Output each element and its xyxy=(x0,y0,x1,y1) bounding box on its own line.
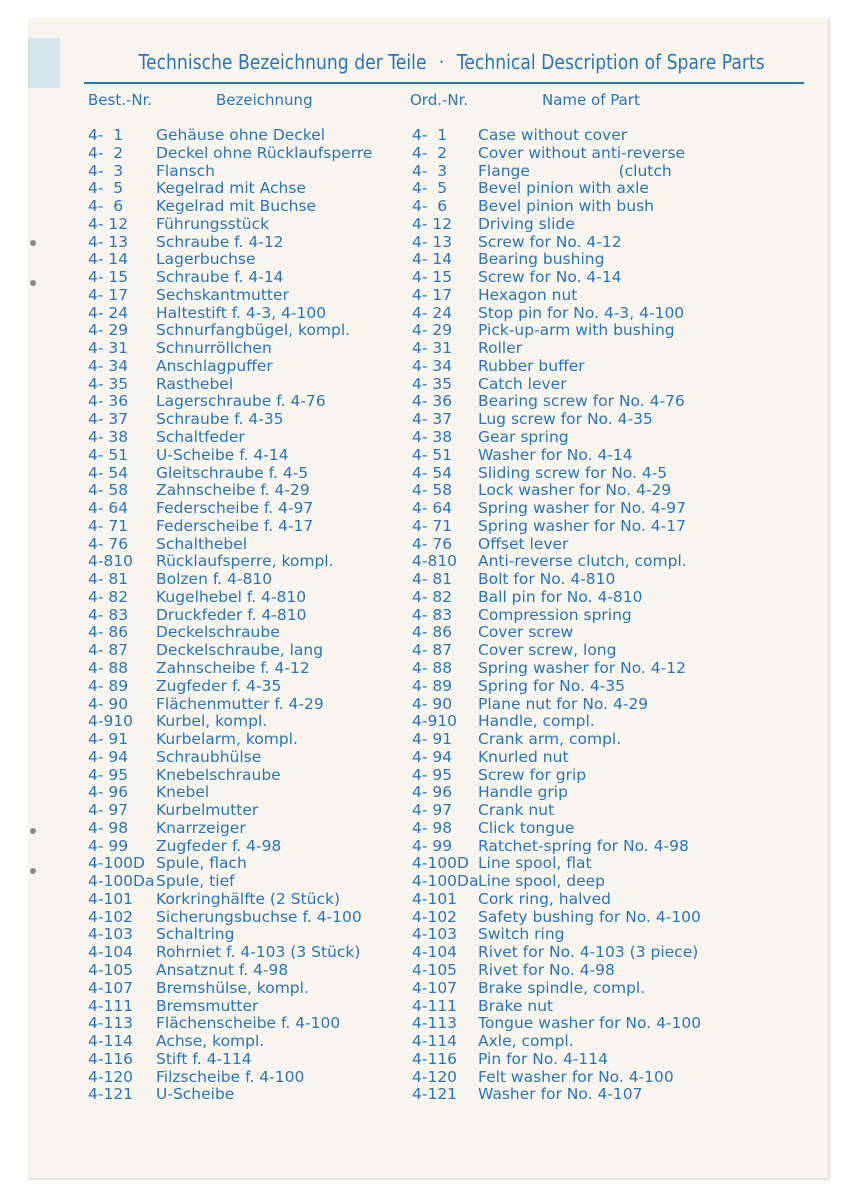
name-of-part-cell: Tongue washer for No. 4-100 xyxy=(478,1015,702,1033)
bezeichnung-cell: Kurbelmutter xyxy=(156,801,259,820)
ord-nr-cell: 4- 97 xyxy=(412,801,453,820)
bezeichnung-cell: Schnurröllchen xyxy=(156,339,272,358)
list-item xyxy=(28,145,828,163)
ord-nr-cell: 4- 6 xyxy=(412,197,448,216)
ord-nr-cell: 4- 36 xyxy=(412,392,453,411)
list-item xyxy=(28,696,828,714)
bezeichnung-cell: Lagerbuchse xyxy=(156,250,256,269)
name-of-part-cell: Crank arm, compl. xyxy=(478,731,622,749)
best-nr-cell: 4- 76 xyxy=(88,534,129,553)
col-header-ord-nr: Ord.-Nr. xyxy=(410,91,469,109)
col-header-bezeichnung: Bezeichnung xyxy=(216,91,313,109)
bezeichnung-cell: Zahnscheibe f. 4-29 xyxy=(156,481,310,500)
list-item xyxy=(28,962,828,980)
ord-nr-cell: 4- 94 xyxy=(412,747,453,766)
list-item xyxy=(28,518,828,536)
list-item xyxy=(28,1069,828,1087)
list-item xyxy=(28,589,828,607)
bezeichnung-cell: Knebel xyxy=(156,783,210,802)
bezeichnung-cell: Deckelschraube xyxy=(156,623,280,642)
ord-nr-cell: 4- 15 xyxy=(412,268,453,287)
best-nr-cell: 4- 86 xyxy=(88,623,129,642)
name-of-part-cell: Bolt for No. 4-810 xyxy=(478,571,616,589)
name-of-part-cell: Case without cover xyxy=(478,127,628,144)
name-of-part-cell: Lock washer for No. 4-29 xyxy=(478,482,672,500)
list-item xyxy=(28,873,828,891)
best-nr-cell: 4- 34 xyxy=(88,356,129,375)
best-nr-cell: 4-114 xyxy=(88,1032,134,1051)
ord-nr-cell: 4-114 xyxy=(412,1032,458,1051)
bezeichnung-cell: Kegelrad mit Achse xyxy=(156,179,306,198)
best-nr-cell: 4- 64 xyxy=(88,499,129,518)
best-nr-cell: 4- 15 xyxy=(88,268,129,287)
bezeichnung-cell: Zugfeder f. 4-35 xyxy=(156,676,282,695)
best-nr-cell: 4- 17 xyxy=(88,285,129,304)
bezeichnung-cell: Zugfeder f. 4-98 xyxy=(156,836,282,855)
bezeichnung-cell: Führungsstück xyxy=(156,214,270,233)
name-of-part-cell: Washer for No. 4-14 xyxy=(478,446,633,464)
list-item xyxy=(28,234,828,252)
ord-nr-cell: 4-810 xyxy=(412,552,458,571)
list-item xyxy=(28,838,828,856)
name-of-part-cell: Hexagon nut xyxy=(478,286,578,304)
bezeichnung-cell: Kurbel, kompl. xyxy=(156,712,268,731)
ord-nr-cell: 4- 81 xyxy=(412,570,453,589)
list-item xyxy=(28,305,828,323)
list-item xyxy=(28,1033,828,1051)
best-nr-cell: 4- 94 xyxy=(88,747,129,766)
name-of-part-cell: Bevel pinion with bush xyxy=(478,198,654,216)
bezeichnung-cell: Sicherungsbuchse f. 4-100 xyxy=(156,907,362,926)
name-of-part-cell: Line spool, flat xyxy=(478,855,592,873)
list-item xyxy=(28,198,828,216)
ord-nr-cell: 4- 2 xyxy=(412,143,448,162)
bezeichnung-cell: Federscheibe f. 4-97 xyxy=(156,499,314,518)
name-of-part-cell: Cork ring, halved xyxy=(478,890,611,908)
bezeichnung-cell: Spule, tief xyxy=(156,872,235,891)
parts-list xyxy=(28,127,828,1104)
best-nr-cell: 4-116 xyxy=(88,1049,134,1068)
bezeichnung-cell: U-Scheibe f. 4-14 xyxy=(156,445,289,464)
ord-nr-cell: 4- 29 xyxy=(412,321,453,340)
ord-nr-cell: 4-116 xyxy=(412,1049,458,1068)
best-nr-cell: 4- 31 xyxy=(88,339,129,358)
name-of-part-cell: Felt washer for No. 4-100 xyxy=(478,1068,674,1086)
name-of-part-cell: Ball pin for No. 4-810 xyxy=(478,588,643,606)
list-item xyxy=(28,926,828,944)
best-nr-cell: 4- 98 xyxy=(88,818,129,837)
best-nr-cell: 4-100D xyxy=(88,854,145,873)
ord-nr-cell: 4-113 xyxy=(412,1014,458,1033)
name-of-part-cell: Bevel pinion with axle xyxy=(478,180,649,198)
ord-nr-cell: 4-105 xyxy=(412,960,458,979)
best-nr-cell: 4-101 xyxy=(88,889,134,908)
best-nr-cell: 4-103 xyxy=(88,925,134,944)
name-of-part-cell: Bearing bushing xyxy=(478,251,605,269)
best-nr-cell: 4- 36 xyxy=(88,392,129,411)
list-item xyxy=(28,287,828,305)
bezeichnung-cell: Zahnscheibe f. 4-12 xyxy=(156,658,310,677)
name-of-part-cell: Flange (clutch xyxy=(478,162,672,180)
best-nr-cell: 4- 29 xyxy=(88,321,129,340)
list-item xyxy=(28,340,828,358)
ord-nr-cell: 4- 99 xyxy=(412,836,453,855)
name-of-part-cell: Driving slide xyxy=(478,215,575,233)
best-nr-cell: 4-100Da xyxy=(88,872,155,891)
bezeichnung-cell: Kegelrad mit Buchse xyxy=(156,197,317,216)
list-item xyxy=(28,411,828,429)
name-of-part-cell: Screw for grip xyxy=(478,766,587,784)
ord-nr-cell: 4- 95 xyxy=(412,765,453,784)
ord-nr-cell: 4- 12 xyxy=(412,214,453,233)
name-of-part-cell: Screw for No. 4-12 xyxy=(478,233,622,251)
list-item xyxy=(28,536,828,554)
best-nr-cell: 4-120 xyxy=(88,1067,134,1086)
ord-nr-cell: 4- 76 xyxy=(412,534,453,553)
name-of-part-cell: Cover screw, long xyxy=(478,642,617,660)
catalog-page xyxy=(28,18,829,1179)
best-nr-cell: 4- 13 xyxy=(88,232,129,251)
list-item xyxy=(28,660,828,678)
best-nr-cell: 4- 12 xyxy=(88,214,129,233)
ord-nr-cell: 4- 90 xyxy=(412,694,453,713)
name-of-part-cell: Catch lever xyxy=(478,375,567,393)
list-item xyxy=(28,820,828,838)
name-of-part-cell: Screw for No. 4-14 xyxy=(478,269,622,287)
name-of-part-cell: Brake spindle, compl. xyxy=(478,979,646,997)
best-nr-cell: 4- 24 xyxy=(88,303,129,322)
bezeichnung-cell: Deckel ohne Rücklaufsperre xyxy=(156,143,373,162)
ord-nr-cell: 4- 88 xyxy=(412,658,453,677)
best-nr-cell: 4-102 xyxy=(88,907,134,926)
best-nr-cell: 4- 87 xyxy=(88,641,129,660)
list-item xyxy=(28,909,828,927)
bezeichnung-cell: Schraube f. 4-35 xyxy=(156,410,284,429)
ord-nr-cell: 4- 86 xyxy=(412,623,453,642)
ord-nr-cell: 4- 35 xyxy=(412,374,453,393)
ord-nr-cell: 4- 31 xyxy=(412,339,453,358)
best-nr-cell: 4- 38 xyxy=(88,428,129,447)
ord-nr-cell: 4- 54 xyxy=(412,463,453,482)
ord-nr-cell: 4-111 xyxy=(412,996,458,1015)
bezeichnung-cell: Knebelschraube xyxy=(156,765,281,784)
ord-nr-cell: 4- 3 xyxy=(412,161,448,180)
list-item xyxy=(28,429,828,447)
best-nr-cell: 4-910 xyxy=(88,712,134,731)
name-of-part-cell: Spring for No. 4-35 xyxy=(478,677,626,695)
ord-nr-cell: 4-120 xyxy=(412,1067,458,1086)
name-of-part-cell: Brake nut xyxy=(478,997,554,1015)
list-item xyxy=(28,980,828,998)
name-of-part-cell: Spring washer for No. 4-97 xyxy=(478,500,686,518)
list-item xyxy=(28,482,828,500)
list-item xyxy=(28,1051,828,1069)
best-nr-cell: 4- 88 xyxy=(88,658,129,677)
list-item xyxy=(28,944,828,962)
best-nr-cell: 4- 6 xyxy=(88,197,124,216)
list-item xyxy=(28,269,828,287)
list-item xyxy=(28,216,828,234)
best-nr-cell: 4-105 xyxy=(88,960,134,979)
list-item xyxy=(28,1086,828,1104)
name-of-part-cell: Ratchet-spring for No. 4-98 xyxy=(478,837,689,855)
bezeichnung-cell: U-Scheibe xyxy=(156,1085,235,1104)
corner-stain xyxy=(28,38,60,88)
name-of-part-cell: Line spool, deep xyxy=(478,873,606,891)
ord-nr-cell: 4- 58 xyxy=(412,481,453,500)
bezeichnung-cell: Korkringhälfte (2 Stück) xyxy=(156,889,341,908)
name-of-part-cell: Sliding screw for No. 4-5 xyxy=(478,464,668,482)
bezeichnung-cell: Schalthebel xyxy=(156,534,248,553)
best-nr-cell: 4- 83 xyxy=(88,605,129,624)
bezeichnung-cell: Schaltring xyxy=(156,925,235,944)
ord-nr-cell: 4- 89 xyxy=(412,676,453,695)
list-item xyxy=(28,465,828,483)
name-of-part-cell: Washer for No. 4-107 xyxy=(478,1086,643,1104)
name-of-part-cell: Gear spring xyxy=(478,429,569,447)
list-item xyxy=(28,678,828,696)
ord-nr-cell: 4- 64 xyxy=(412,499,453,518)
bezeichnung-cell: Kugelhebel f. 4-810 xyxy=(156,587,307,606)
list-item xyxy=(28,607,828,625)
best-nr-cell: 4-111 xyxy=(88,996,134,1015)
best-nr-cell: 4- 81 xyxy=(88,570,129,589)
best-nr-cell: 4- 2 xyxy=(88,143,124,162)
ord-nr-cell: 4-102 xyxy=(412,907,458,926)
bezeichnung-cell: Rohrniet f. 4-103 (3 Stück) xyxy=(156,943,361,962)
best-nr-cell: 4-104 xyxy=(88,943,134,962)
best-nr-cell: 4- 51 xyxy=(88,445,129,464)
ord-nr-cell: 4-100D xyxy=(412,854,469,873)
list-item xyxy=(28,998,828,1016)
best-nr-cell: 4- 82 xyxy=(88,587,129,606)
ord-nr-cell: 4-103 xyxy=(412,925,458,944)
bezeichnung-cell: Haltestift f. 4-3, 4-100 xyxy=(156,303,327,322)
name-of-part-cell: Click tongue xyxy=(478,819,575,837)
bezeichnung-cell: Flächenmutter f. 4-29 xyxy=(156,694,324,713)
name-of-part-cell: Pin for No. 4-114 xyxy=(478,1050,609,1068)
best-nr-cell: 4- 96 xyxy=(88,783,129,802)
list-item xyxy=(28,571,828,589)
list-item xyxy=(28,731,828,749)
ord-nr-cell: 4-121 xyxy=(412,1085,458,1104)
bezeichnung-cell: Schraube f. 4-12 xyxy=(156,232,284,251)
list-item xyxy=(28,163,828,181)
name-of-part-cell: Compression spring xyxy=(478,606,632,624)
best-nr-cell: 4-810 xyxy=(88,552,134,571)
ord-nr-cell: 4- 13 xyxy=(412,232,453,251)
best-nr-cell: 4- 5 xyxy=(88,179,124,198)
bezeichnung-cell: Rasthebel xyxy=(156,374,234,393)
ord-nr-cell: 4- 83 xyxy=(412,605,453,624)
name-of-part-cell: Roller xyxy=(478,340,523,358)
name-of-part-cell: Handle, compl. xyxy=(478,713,595,731)
bezeichnung-cell: Stift f. 4-114 xyxy=(156,1049,252,1068)
list-item xyxy=(28,749,828,767)
ord-nr-cell: 4- 98 xyxy=(412,818,453,837)
ord-nr-cell: 4- 24 xyxy=(412,303,453,322)
list-item xyxy=(28,127,828,145)
name-of-part-cell: Cover without anti-reverse xyxy=(478,144,686,162)
list-item xyxy=(28,713,828,731)
name-of-part-cell: Pick-up-arm with bushing xyxy=(478,322,675,340)
list-item xyxy=(28,891,828,909)
bezeichnung-cell: Rücklaufsperre, kompl. xyxy=(156,552,334,571)
list-item xyxy=(28,624,828,642)
best-nr-cell: 4- 35 xyxy=(88,374,129,393)
list-item xyxy=(28,322,828,340)
bezeichnung-cell: Lagerschraube f. 4-76 xyxy=(156,392,326,411)
bezeichnung-cell: Ansatznut f. 4-98 xyxy=(156,960,289,979)
ord-nr-cell: 4- 96 xyxy=(412,783,453,802)
bezeichnung-cell: Schnurfangbügel, kompl. xyxy=(156,321,351,340)
list-item xyxy=(28,447,828,465)
list-item xyxy=(28,553,828,571)
col-header-best-nr: Best.-Nr. xyxy=(88,91,153,109)
best-nr-cell: 4- 71 xyxy=(88,516,129,535)
ord-nr-cell: 4- 1 xyxy=(412,126,448,144)
best-nr-cell: 4- 97 xyxy=(88,801,129,820)
title-german: Technische Bezeichnung der Teile xyxy=(138,50,427,74)
ord-nr-cell: 4- 5 xyxy=(412,179,448,198)
ord-nr-cell: 4- 14 xyxy=(412,250,453,269)
list-item xyxy=(28,376,828,394)
bezeichnung-cell: Schaltfeder xyxy=(156,428,245,447)
ord-nr-cell: 4-100Da xyxy=(412,872,479,891)
best-nr-cell: 4- 1 xyxy=(88,126,124,144)
bezeichnung-cell: Anschlagpuffer xyxy=(156,356,273,375)
name-of-part-cell: Bearing screw for No. 4-76 xyxy=(478,393,685,411)
list-item xyxy=(28,251,828,269)
best-nr-cell: 4-121 xyxy=(88,1085,134,1104)
name-of-part-cell: Handle grip xyxy=(478,784,568,802)
best-nr-cell: 4- 89 xyxy=(88,676,129,695)
bezeichnung-cell: Bremshülse, kompl. xyxy=(156,978,309,997)
bezeichnung-cell: Bolzen f. 4-810 xyxy=(156,570,273,589)
name-of-part-cell: Cover screw xyxy=(478,624,574,642)
best-nr-cell: 4- 95 xyxy=(88,765,129,784)
ord-nr-cell: 4-107 xyxy=(412,978,458,997)
bezeichnung-cell: Flansch xyxy=(156,161,215,180)
name-of-part-cell: Spring washer for No. 4-12 xyxy=(478,659,686,677)
best-nr-cell: 4- 37 xyxy=(88,410,129,429)
list-item xyxy=(28,855,828,873)
name-of-part-cell: Rivet for No. 4-98 xyxy=(478,961,615,979)
best-nr-cell: 4-107 xyxy=(88,978,134,997)
ord-nr-cell: 4- 37 xyxy=(412,410,453,429)
name-of-part-cell: Safety bushing for No. 4-100 xyxy=(478,908,701,926)
bezeichnung-cell: Gehäuse ohne Deckel xyxy=(156,126,326,144)
bezeichnung-cell: Federscheibe f. 4-17 xyxy=(156,516,314,535)
list-item xyxy=(28,784,828,802)
ord-nr-cell: 4-910 xyxy=(412,712,458,731)
ord-nr-cell: 4- 91 xyxy=(412,730,453,749)
name-of-part-cell: Spring washer for No. 4-17 xyxy=(478,517,686,535)
ord-nr-cell: 4- 71 xyxy=(412,516,453,535)
name-of-part-cell: Offset lever xyxy=(478,535,569,553)
bezeichnung-cell: Kurbelarm, kompl. xyxy=(156,730,298,749)
list-item xyxy=(28,767,828,785)
best-nr-cell: 4- 90 xyxy=(88,694,129,713)
bezeichnung-cell: Bremsmutter xyxy=(156,996,259,1015)
name-of-part-cell: Anti-reverse clutch, compl. xyxy=(478,553,687,571)
bezeichnung-cell: Deckelschraube, lang xyxy=(156,641,324,660)
ord-nr-cell: 4- 87 xyxy=(412,641,453,660)
bezeichnung-cell: Schraube f. 4-14 xyxy=(156,268,284,287)
name-of-part-cell: Rivet for No. 4-103 (3 piece) xyxy=(478,944,699,962)
ord-nr-cell: 4-104 xyxy=(412,943,458,962)
list-item xyxy=(28,358,828,376)
name-of-part-cell: Axle, compl. xyxy=(478,1033,574,1051)
ord-nr-cell: 4-101 xyxy=(412,889,458,908)
list-item xyxy=(28,1015,828,1033)
list-item xyxy=(28,802,828,820)
title-english: Technical Description of Spare Parts xyxy=(456,50,765,74)
list-item xyxy=(28,180,828,198)
best-nr-cell: 4- 58 xyxy=(88,481,129,500)
best-nr-cell: 4- 91 xyxy=(88,730,129,749)
bezeichnung-cell: Spule, flach xyxy=(156,854,247,873)
ord-nr-cell: 4- 34 xyxy=(412,356,453,375)
page-title xyxy=(138,50,765,74)
name-of-part-cell: Knurled nut xyxy=(478,748,569,766)
list-item xyxy=(28,500,828,518)
best-nr-cell: 4- 3 xyxy=(88,161,124,180)
bezeichnung-cell: Sechskantmutter xyxy=(156,285,289,304)
bezeichnung-cell: Schraubhülse xyxy=(156,747,262,766)
col-header-name-of-part: Name of Part xyxy=(542,91,640,109)
bezeichnung-cell: Gleitschraube f. 4-5 xyxy=(156,463,309,482)
best-nr-cell: 4- 99 xyxy=(88,836,129,855)
name-of-part-cell: Crank nut xyxy=(478,802,555,820)
bezeichnung-cell: Druckfeder f. 4-810 xyxy=(156,605,307,624)
header-rule xyxy=(84,82,804,84)
ord-nr-cell: 4- 17 xyxy=(412,285,453,304)
bezeichnung-cell: Filzscheibe f. 4-100 xyxy=(156,1067,305,1086)
list-item xyxy=(28,393,828,411)
best-nr-cell: 4- 14 xyxy=(88,250,129,269)
ord-nr-cell: 4- 51 xyxy=(412,445,453,464)
best-nr-cell: 4-113 xyxy=(88,1014,134,1033)
title-separator: · xyxy=(438,50,445,74)
name-of-part-cell: Stop pin for No. 4-3, 4-100 xyxy=(478,304,685,322)
ord-nr-cell: 4- 38 xyxy=(412,428,453,447)
bezeichnung-cell: Knarrzeiger xyxy=(156,818,246,837)
bezeichnung-cell: Achse, kompl. xyxy=(156,1032,265,1051)
name-of-part-cell: Lug screw for No. 4-35 xyxy=(478,411,653,429)
name-of-part-cell: Switch ring xyxy=(478,926,565,944)
bezeichnung-cell: Flächenscheibe f. 4-100 xyxy=(156,1014,341,1033)
name-of-part-cell: Rubber buffer xyxy=(478,357,585,375)
ord-nr-cell: 4- 82 xyxy=(412,587,453,606)
name-of-part-cell: Plane nut for No. 4-29 xyxy=(478,695,649,713)
list-item xyxy=(28,642,828,660)
best-nr-cell: 4- 54 xyxy=(88,463,129,482)
